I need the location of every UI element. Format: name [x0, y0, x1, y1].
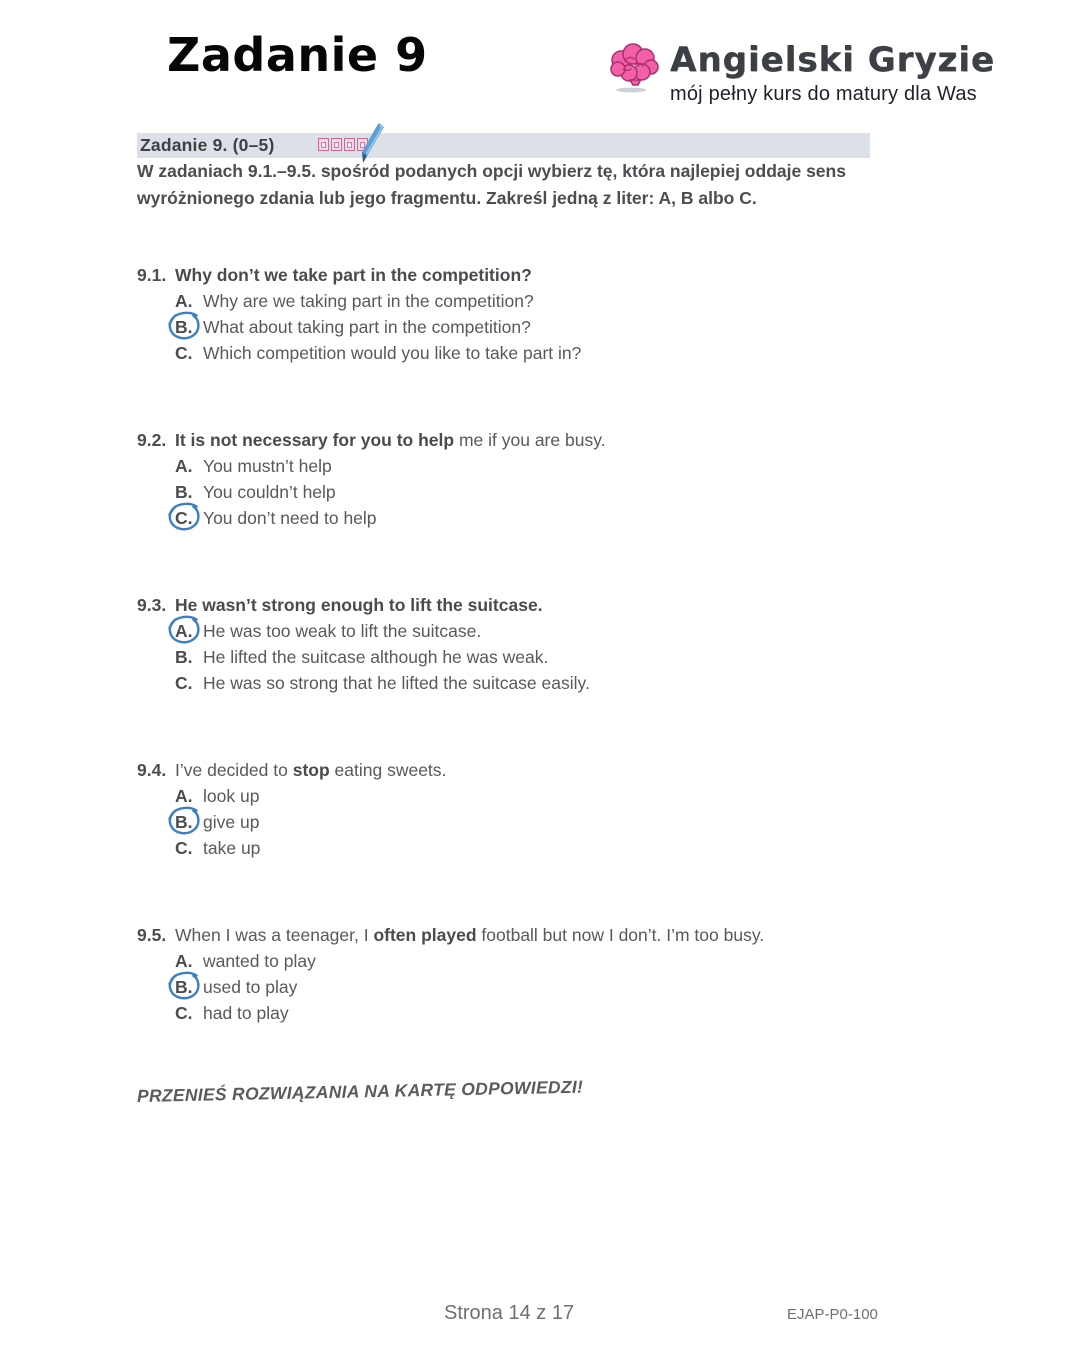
question-number: 9.3. [137, 595, 167, 615]
option-text: used to play [203, 977, 298, 997]
brand-name: Angielski Gryzie [670, 40, 995, 80]
option-letter: A. [175, 951, 193, 971]
option-letter: C. [175, 505, 203, 531]
option-row [137, 670, 957, 696]
question-block [137, 262, 957, 366]
option-text: He lifted the suitcase although he was weak. [203, 647, 549, 667]
question-number: 9.4. [137, 760, 167, 780]
option-letter: A. [175, 456, 193, 476]
option-letter: B. [175, 809, 203, 835]
option-row [137, 974, 957, 1000]
option-text: He was too weak to lift the suitcase. [203, 621, 482, 641]
option-row [137, 835, 957, 861]
option-row [137, 314, 957, 340]
option-row [137, 453, 957, 479]
question-options [137, 783, 957, 861]
option-text: He was so strong that he lifted the suitcase easily. [203, 673, 590, 693]
question-block [137, 427, 957, 531]
task-header-bar [137, 133, 870, 158]
transfer-note: PRZENIEŚ ROZWIĄZANIA NA KARTĘ ODPOWIEDZI! [136, 1076, 584, 1106]
stem-segment: He wasn’t strong enough to lift the suitcase. [175, 595, 543, 615]
option-row [137, 948, 957, 974]
task-header-label: Zadanie 9. (0–5) [140, 135, 275, 155]
option-row [137, 783, 957, 809]
option-letter: C. [175, 838, 193, 858]
stem-segment: often played [373, 925, 477, 945]
brand-tagline: mój pełny kurs do matury dla Was [670, 83, 977, 105]
brain-icon [606, 40, 664, 101]
question-stem [175, 427, 606, 453]
question-options [137, 948, 957, 1026]
questions [137, 262, 957, 1087]
option-letter: B. [175, 647, 193, 667]
option-row [137, 644, 957, 670]
option-letter: C. [175, 673, 193, 693]
option-letter: B. [175, 974, 203, 1000]
question-options [137, 288, 957, 366]
question-block [137, 757, 957, 861]
option-text: Why are we taking part in the competition? [203, 291, 534, 311]
question-block [137, 922, 957, 1026]
option-text: look up [203, 786, 260, 806]
brand-logo [606, 40, 995, 106]
question-options [137, 618, 957, 696]
stem-segment: stop [292, 760, 330, 780]
stem-segment: When I was a teenager, I [175, 925, 374, 945]
option-text: wanted to play [203, 951, 316, 971]
option-text: You couldn’t help [203, 482, 336, 502]
option-text: give up [203, 812, 260, 832]
option-row [137, 505, 957, 531]
stem-segment: It is not necessary for you to help [175, 430, 455, 450]
question-options [137, 453, 957, 531]
option-row [137, 618, 957, 644]
question-stem [175, 592, 543, 618]
question-block [137, 592, 957, 696]
question-number: 9.1. [137, 265, 167, 285]
footer-exam-code: EJAP-P0-100 [787, 1306, 878, 1323]
task-instructions: W zadaniach 9.1.–9.5. spośród podanych opcji wybierz tę, która najlepiej oddaje sens wyróżnionego zdania lub jego fragmentu. Zakreśl jedną z liter: A, B albo C. [137, 161, 846, 208]
option-text: Which competition would you like to take part in? [203, 343, 582, 363]
option-letter: A. [175, 786, 193, 806]
question-stem [175, 262, 532, 288]
option-row [137, 340, 957, 366]
option-text: had to play [203, 1003, 289, 1023]
option-row [137, 479, 957, 505]
option-text: take up [203, 838, 261, 858]
stem-segment: me if you are busy. [454, 430, 606, 450]
stem-segment: eating sweets. [329, 760, 447, 780]
option-row [137, 1000, 957, 1026]
stem-segment: I’ve decided to [175, 760, 293, 780]
option-row [137, 809, 957, 835]
option-letter: B. [175, 314, 203, 340]
option-row [137, 288, 957, 314]
question-stem [175, 922, 764, 948]
option-text: You mustn’t help [203, 456, 332, 476]
option-text: What about taking part in the competition? [203, 317, 531, 337]
answer-circle-mark [166, 501, 204, 540]
option-letter: B. [175, 482, 193, 502]
option-letter: A. [175, 291, 193, 311]
page-title: Zadanie 9 [167, 28, 428, 82]
option-letter: C. [175, 1003, 193, 1023]
question-number: 9.2. [137, 430, 167, 450]
question-stem [175, 757, 446, 783]
option-letter: A. [175, 618, 203, 644]
option-text: You don’t need to help [203, 508, 377, 528]
stem-segment: football but now I don’t. I’m too busy. [476, 925, 765, 945]
stem-segment: Why don’t we take part in the competition? [175, 265, 532, 285]
footer-page-number: Strona 14 z 17 [444, 1302, 575, 1324]
option-letter: C. [175, 343, 193, 363]
question-number: 9.5. [137, 925, 167, 945]
